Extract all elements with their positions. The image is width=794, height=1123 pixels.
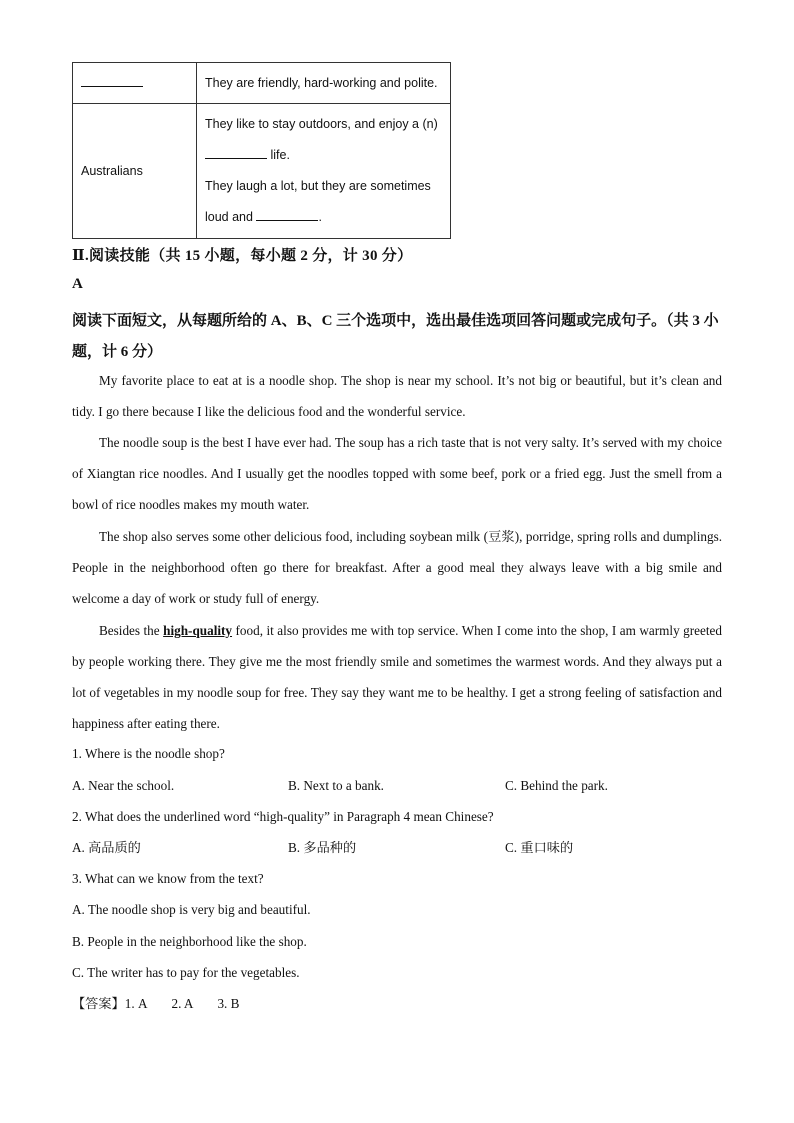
option-b: B. Next to a bank. [288,778,384,793]
option-c: C. 重口味的 [505,840,574,855]
cell-line: They laugh a lot, but they are sometimes [205,179,431,193]
option-c: C. The writer has to pay for the vegetables. [72,965,300,980]
option-a: A. 高品质的 [72,840,141,855]
fill-blank [81,76,143,87]
answer-line [72,994,239,1014]
cell-line [205,202,442,233]
option-b: B. 多品种的 [288,840,357,855]
passage-paragraph: The shop also serves some other delicious food, including soybean milk (豆浆), porridge, spring rolls and dumplings. People in the neighborhood often go there for breakfast. After a good meal they always leave with a big smile and welcome a day of work or study full of energy. [72,529,722,606]
option-b: B. People in the neighborhood like the shop. [72,934,307,949]
fill-blank [256,210,318,221]
table-row [73,63,451,104]
cell-line [205,140,442,171]
cell-line: They like to stay outdoors, and enjoy a (n) [205,117,438,131]
option-c: C. Behind the park. [505,778,608,793]
section-title: Ⅱ.阅读技能（共 15 小题，每小题 2 分，计 30 分） [72,248,413,264]
answer-item: 1. A [124,996,148,1011]
table-cell-label: Australians [73,104,197,239]
passage-paragraph: My favorite place to eat at is a noodle shop. The shop is near my school. It’s not big or beautiful, but it’s clean and tidy. I go there because I like the delicious food and the wonderful service. [72,373,722,419]
question-stem: 2. What does the underlined word “high-quality” in Paragraph 4 mean Chinese? [72,809,494,824]
question-stem: 3. What can we know from the text? [72,871,264,886]
table-cell [197,104,451,239]
answer-item: 3. B [217,996,240,1011]
table-cell-blank [73,63,197,104]
underlined-word: high-quality [163,623,233,638]
part-label: A [72,276,83,292]
table-row [73,104,451,239]
passage-paragraph: Besides the high-quality food, it also provides me with top service. When I come into the shop, I am warmly greeted by people working there. They give me the most friendly smile and sometimes the warmest words. And they always put a lot of vegetables in my noodle soup for free. They say they want me to be healthy. I get a strong feeling of satisfaction and happiness after eating there. [72,623,722,731]
info-table [72,62,451,239]
table-cell: They are friendly, hard-working and polite. [197,63,451,104]
answer-label: 【答案】 [72,996,125,1011]
option-a: A. The noodle shop is very big and beautiful. [72,902,311,917]
passage-paragraph: The noodle soup is the best I have ever had. The soup has a rich taste that is not very salty. It’s served with my choice of Xiangtan rice noodles. And I usually get the noodles topped with some beef, pork or a fried egg. Just the smell from a bowl of rice noodles makes my mouth water. [72,435,722,512]
question-stem: 1. Where is the noodle shop? [72,746,225,761]
instruction: 阅读下面短文，从每题所给的 A、B、C 三个选项中，选出最佳选项回答问题或完成句子。（共 3 小题，计 6 分） [72,313,719,360]
cell-text: loud and [205,210,253,224]
answer-item: 2. A [171,996,194,1011]
fill-blank [205,148,267,159]
option-a: A. Near the school. [72,778,175,793]
cell-text: life. [270,148,290,162]
cell-text: . [318,210,322,224]
